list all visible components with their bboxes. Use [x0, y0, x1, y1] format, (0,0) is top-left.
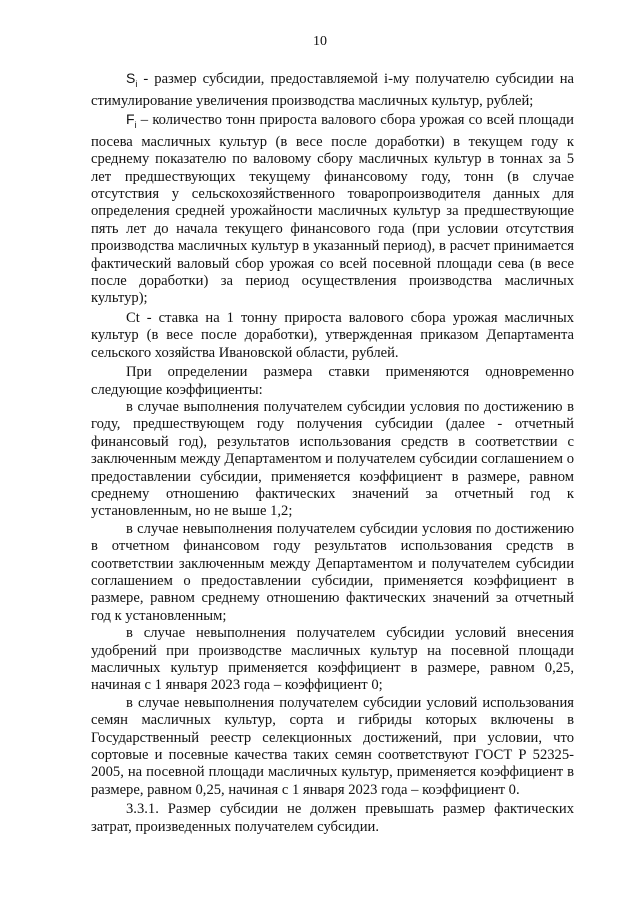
paragraph-3-3-1: 3.3.1. Размер субсидии не должен превышать размер фактических затрат, произведенных получателем субсидии.	[91, 801, 574, 835]
paragraph-ct-definition: Ct - ставка на 1 тонну прироста валового сбора урожая масличных культур (в весе после доработки), утвержденная приказом Департамента сельского хозяйства Ивановской области, рублей.	[91, 309, 574, 361]
paragraph-coefficients-intro: При определении размера ставки применяются одновременно следующие коэффициенты:	[91, 364, 574, 398]
paragraph-fi-definition: $F_i$ – количество тонн прироста валового сбора урожая со всей площади посева масличных культур (в весе после доработки) в текущем году к среднему показателю по валовому сбору масличных культур в тоннах за 5 лет предшествующих текущему финансовому году, тонн (в случае отсутствия у сельскохозяйственного товаропроизводителя данных для определения средней урожайности масличных культур за предшествующие пять лет до начала текущего финансового года (при условии отсутствия производства масличных культур в указанный период), в расчет принимается фактический валовый сбор урожая со всей посевной площади сева (в весе после доработки) за период осуществления производства масличных культур);	[91, 110, 574, 307]
paragraph-coefficient-seeds: в случае невыполнения получателем субсидии условий использования семян масличных культур, сорта и гибриды которых включены в Государственный реестр селекционных достижений, при условии, что сортовые и посевные качества таких семян соответствуют ГОСТ Р 52325-2005, на посевной площади масличных культур, применяется коэффициент в размере, равном 0,25, начиная с 1 января 2023 года – коэффициент 0.	[91, 694, 574, 798]
paragraph-coefficient-fertilizer: в случае невыполнения получателем субсидии условий внесения удобрений при производстве масличных культур на посевной площади масличных культур применяется коэффициент в размере, равном 0,25, начиная с 1 января 2023 года – коэффициент 0;	[91, 625, 574, 694]
paragraph-coefficient-fulfilled: в случае выполнения получателем субсидии условия по достижению в году, предшествующем году получения субсидии (далее - отчетный финансовый год), результатов использования средств в соответствии с заключенным между Департаментом и получателем субсидии соглашением о предоставлении субсидии, применяется коэффициент в размере, равном среднему отношению фактических значений за отчетный год к установленным, но не выше 1,2;	[91, 398, 574, 520]
paragraph-coefficient-unfulfilled: в случае невыполнения получателем субсидии условия по достижению в отчетном финансовом году результатов использования средств в соответствии заключенным между Департаментом и получателем субсидии соглашением о предоставлении субсидии, применяется коэффициент в размере, равном среднему отношению фактических значений за отчетный год к установленным;	[91, 520, 574, 624]
paragraph-si-definition: $S_i$ - размер субсидии, предоставляемой i-му получателю субсидии на стимулирование увеличения производства масличных культур, рублей;	[91, 70, 574, 110]
page-number: 10	[313, 34, 327, 49]
symbol-f: $F_i$	[126, 110, 137, 130]
symbol-s: $S_i$	[126, 70, 138, 89]
document-body	[91, 70, 574, 836]
